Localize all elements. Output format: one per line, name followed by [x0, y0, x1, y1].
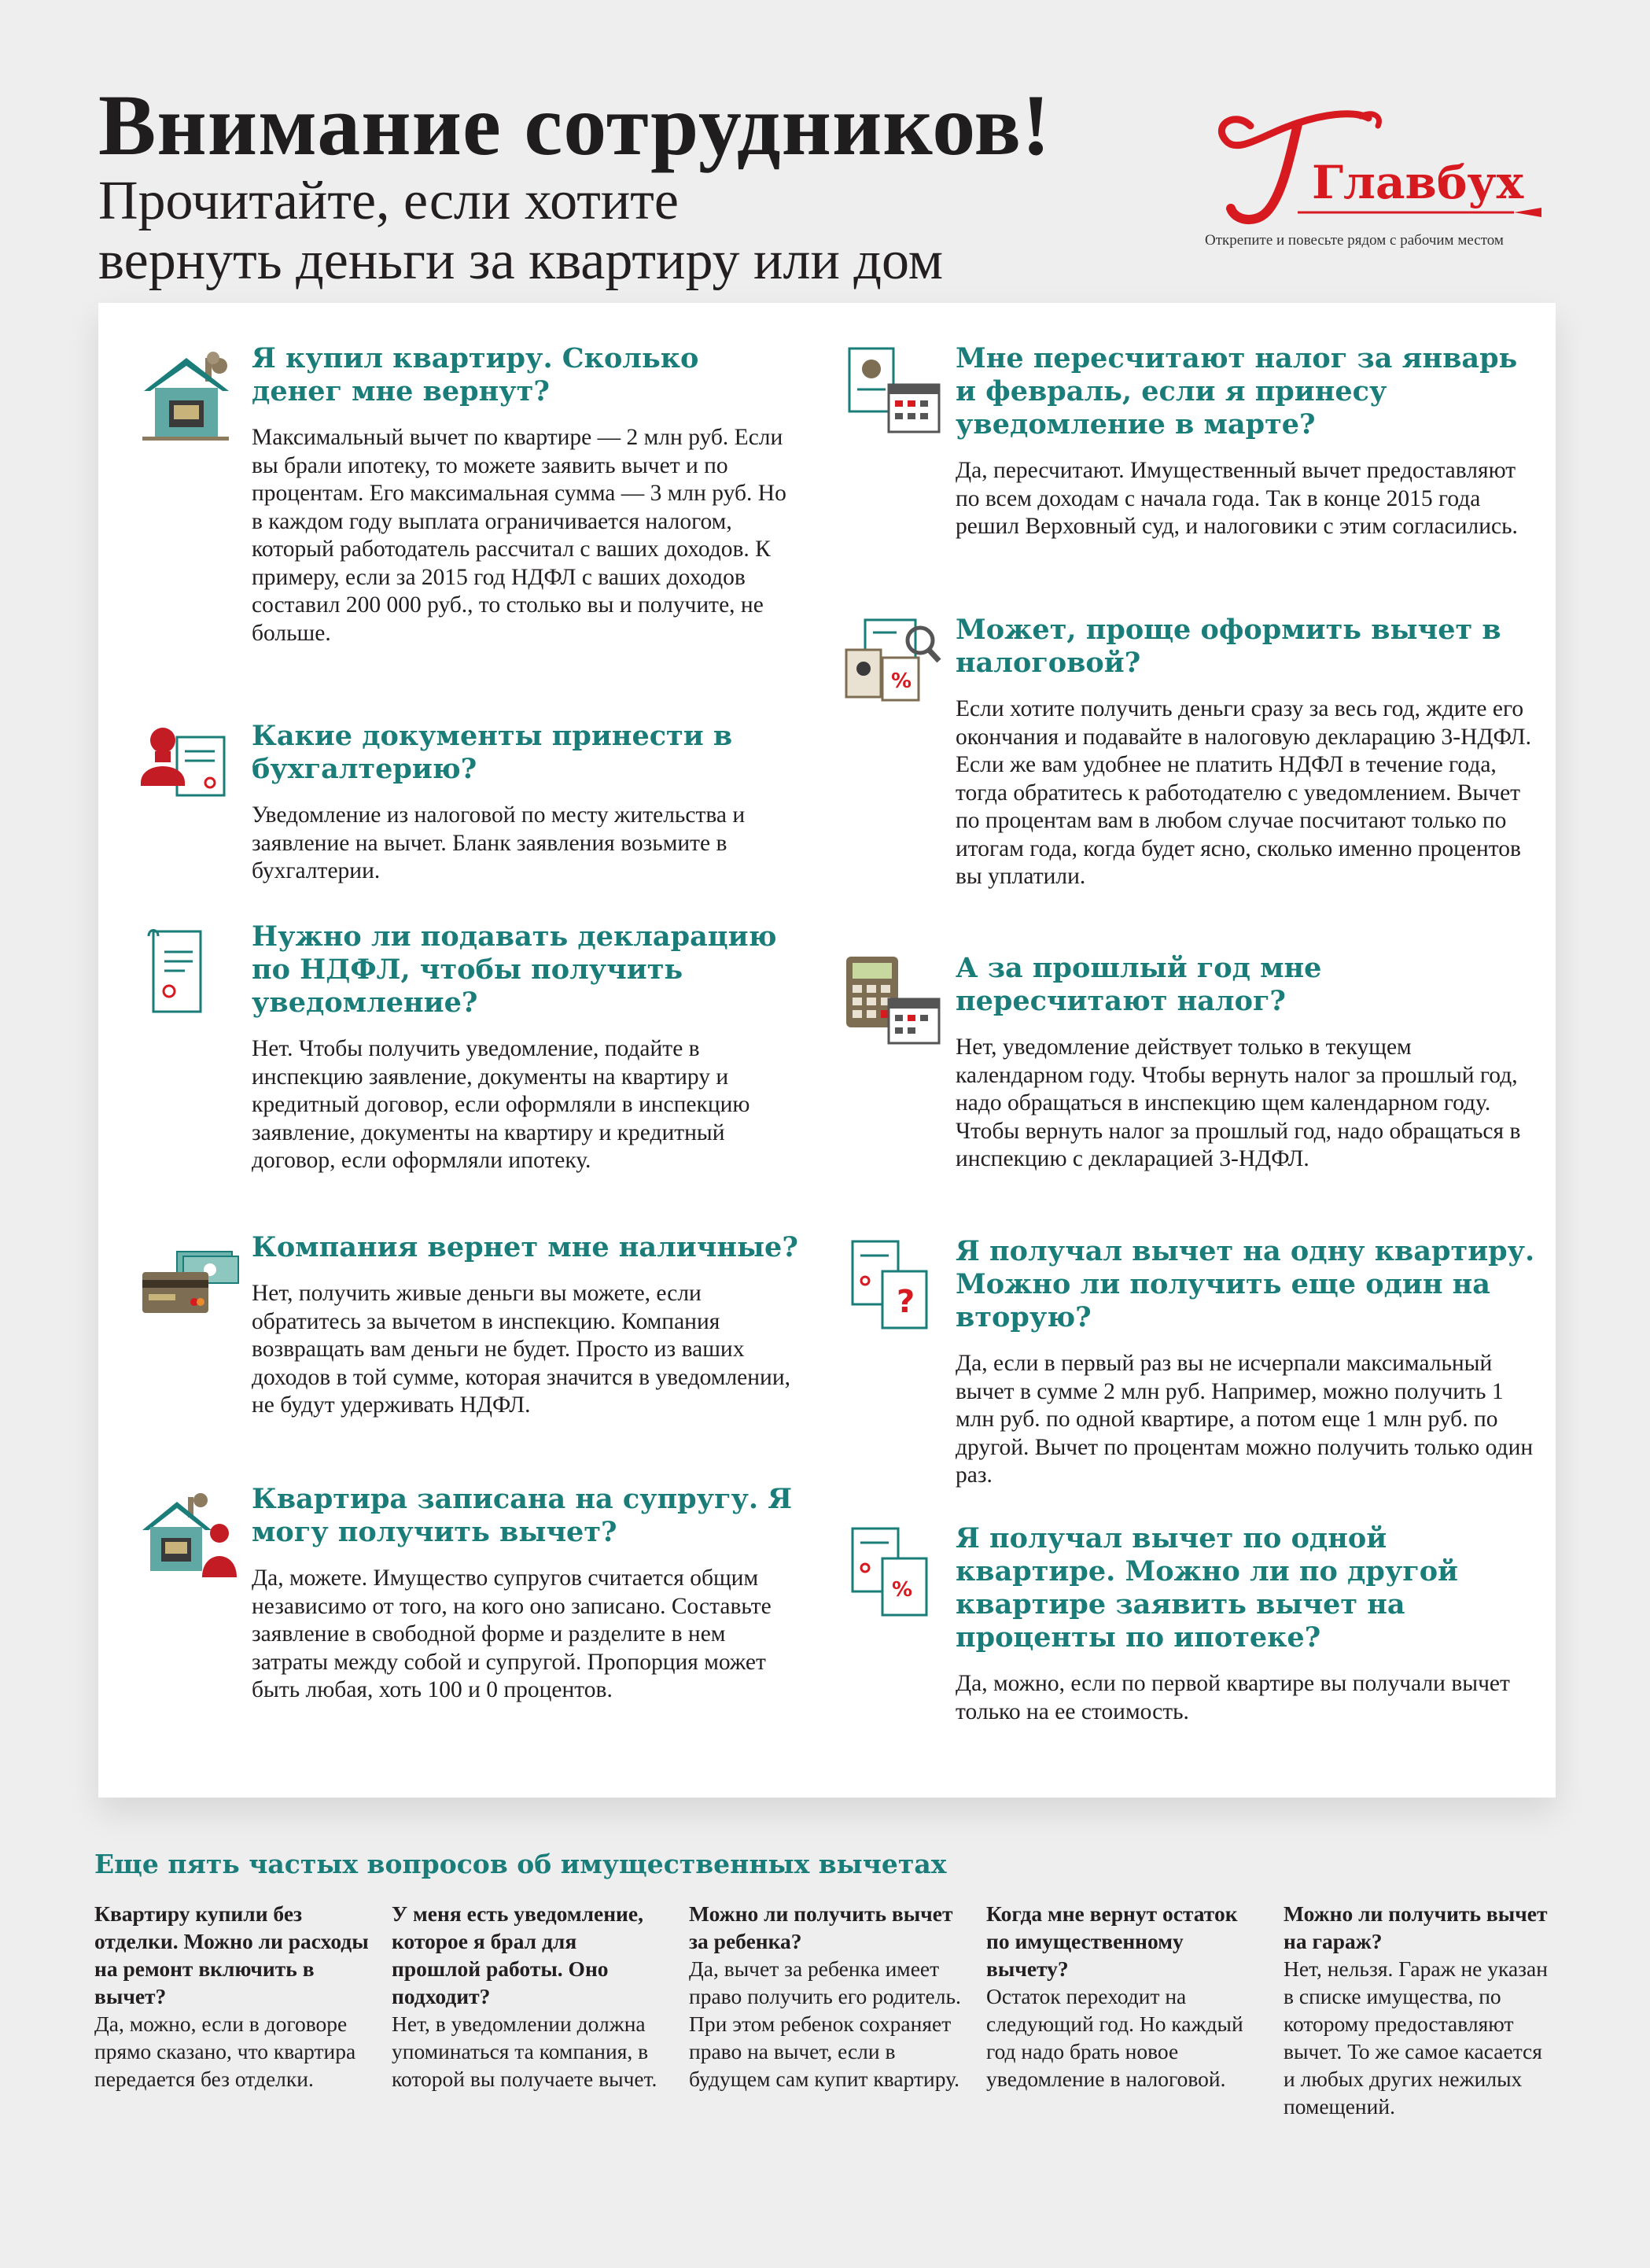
logo-text: Главбух: [1312, 156, 1524, 209]
tax-office-search-icon: [842, 614, 944, 716]
house-spouse-icon: [138, 1483, 240, 1585]
qa-question: Я купил квартиру. Сколько денег мне вернут?: [252, 342, 699, 408]
qa-answer: Нет, уведомление действует только в текущем календарном году. Чтобы вернуть налог за прошлый год, надо обращаться в инспекцию щем календарном году. Чтобы вернуть налог за прошлый год, надо обращаться в инспекцию с декларацией 3-НДФЛ.: [956, 1034, 1521, 1171]
document-icon: [138, 920, 240, 1023]
page-subtitle-line2: вернуть деньги за квартиру или дом: [98, 230, 943, 291]
house-icon: [138, 342, 240, 444]
money-card-icon: [138, 1231, 240, 1333]
qa-answer: Максимальный вычет по квартире — 2 млн руб. Если вы брали ипотеку, то можете заявить вычет и по процентам. Его максимальная сумма — 3 млн руб. Но в каждом году выплата ограничивается налогом, который работодатель рассчитал с ваших доходов. К примеру, если за 2015 год НДФЛ с ваших доходов составил 200 000 руб., то столько вы и получите, не больше.: [252, 425, 786, 646]
page-title: Внимание сотрудников!: [98, 77, 1052, 173]
qa-answer: Если хотите получить деньги сразу за весь год, ждите его окончания и подавайте в налоговую декларацию 3-НДФЛ. Если же вам удобнее не платить НДФЛ в течение года, тогда обратитесь к работодателю с уведомлением. Вычет по процентам вам в любом случае посчитают только по итогам года, когда будет ясно, сколько именно процентов вы уплатили.: [956, 696, 1531, 889]
logo-tagline: Открепите и повесьте рядом с рабочим местом: [1205, 232, 1504, 249]
qa-item: [138, 1483, 798, 1705]
document-percent-icon: [842, 1522, 944, 1624]
qa-question: Я получал вычет на одну квартиру. Можно ли получить еще один на вторую?: [956, 1235, 1535, 1333]
qa-question: Компания вернет мне наличные?: [252, 1231, 798, 1263]
qa-item: [842, 342, 1541, 541]
faq-question: Когда мне вернут остаток по имущественному вычету?: [986, 1901, 1238, 1981]
calculator-calendar-icon: [842, 952, 944, 1054]
qa-item: [138, 342, 798, 647]
faq-question: У меня есть уведомление, которое я брал для прошлой работы. Оно подходит?: [392, 1901, 643, 2008]
qa-answer: Уведомление из налоговой по месту жительства и заявление на вычет. Бланк заявления возьмите в бухгалтерии.: [252, 802, 746, 883]
glavbukh-logo: [1203, 94, 1549, 252]
qa-item: [842, 1235, 1541, 1490]
faq-item: [94, 1900, 370, 2093]
faq-item: [689, 1900, 964, 2093]
qa-answer: Нет, получить живые деньги вы можете, если обратитесь за вычетом в инспекцию. Компания возвращать вам деньги не будет. Просто из ваших доходов в той сумме, которая значится в уведомлении, не будут удерживать НДФЛ.: [252, 1281, 791, 1418]
page-subtitle-line1: Прочитайте, если хотите: [98, 171, 679, 231]
qa-item: [138, 1231, 798, 1420]
qa-answer: Нет. Чтобы получить уведомление, подайте в инспекцию заявление, документы на квартиру и кредитный договор, если оформляли в инспекцию заявление, документы на квартиру и кредитный договор, если оформляли ипотеку.: [252, 1036, 750, 1173]
qa-item: [138, 920, 798, 1175]
qa-item: [842, 952, 1541, 1174]
main-card: [98, 303, 1556, 1798]
faq-question: Можно ли получить вычет на гараж?: [1284, 1901, 1548, 1953]
faq-answer: Да, вычет за ребенка имеет право получить его родитель. При этом ребенок сохраняет право на вычет, если в будущем сам купит квартиру.: [689, 1956, 961, 2091]
person-documents-icon: [138, 720, 240, 822]
faq-item: [392, 1900, 667, 2093]
svg-text:%: %: [891, 669, 912, 693]
qa-item: [842, 614, 1541, 891]
qa-question: Может, проще оформить вычет в налоговой?: [956, 614, 1501, 679]
faq-item: [1284, 1900, 1559, 2120]
qa-question: Мне пересчитают налог за январь и февраль, если я принесу уведомление в марте?: [956, 342, 1518, 441]
faq-item: [986, 1900, 1261, 2093]
svg-text:?: ?: [897, 1284, 915, 1320]
svg-text:%: %: [892, 1578, 913, 1602]
qa-answer: Да, можете. Имущество супругов считается общим независимо от того, на кого оно записано. Составьте заявление в свободной форме и разделите в нем затраты между собой и супругой. Пропорция может быть любая, хоть 100 и 0 процентов.: [252, 1565, 772, 1702]
faq-answer: Нет, нельзя. Гараж не указан в списке имущества, по которому предоставляют вычет. То же самое касается и любых других нежилых помещений.: [1284, 1956, 1548, 2119]
tax-notice-calendar-icon: [842, 342, 944, 444]
qa-question: Какие документы принести в бухгалтерию?: [252, 720, 733, 785]
qa-item: [138, 720, 798, 886]
qa-question: Квартира записана на супругу. Я могу получить вычет?: [252, 1483, 793, 1548]
qa-answer: Да, пересчитают. Имущественный вычет предоставляют по всем доходам с начала года. Так в конце 2015 года решил Верховный суд, и налоговики с этим согласились.: [956, 458, 1518, 539]
qa-item: [842, 1522, 1541, 1726]
faq-answer: Остаток переходит на следующий год. Но каждый год надо брать новое уведомление в налоговой.: [986, 1984, 1243, 2091]
faq-question: Квартиру купили без отделки. Можно ли расходы на ремонт включить в вычет?: [94, 1901, 369, 2008]
header: [98, 79, 1199, 291]
qa-question: Я получал вычет по одной квартире. Можно ли по другой квартире заявить вычет на проценты по ипотеке?: [956, 1522, 1459, 1654]
faq-answer: Да, можно, если в договоре прямо сказано, что квартира передается без отделки.: [94, 2012, 356, 2091]
faq-question: Можно ли получить вычет за ребенка?: [689, 1901, 953, 1953]
qa-question: А за прошлый год мне пересчитают налог?: [956, 952, 1322, 1017]
bottom-section-title: Еще пять частых вопросов об имущественных вычетах: [94, 1849, 947, 1879]
document-question-icon: [842, 1235, 944, 1337]
faq-answer: Нет, в уведомлении должна упоминаться та компания, в которой вы получаете вычет.: [392, 2012, 657, 2091]
qa-answer: Да, если в первый раз вы не исчерпали максимальный вычет в сумме 2 млн руб. Например, можно получить 1 млн руб. по одной квартире, а потом еще 1 млн руб. по другой. Вычет по процентам можно получить только один раз.: [956, 1351, 1534, 1488]
qa-answer: Да, можно, если по первой квартире вы получали вычет только на ее стоимость.: [956, 1671, 1510, 1724]
qa-question: Нужно ли подавать декларацию по НДФЛ, чтобы получить уведомление?: [252, 920, 777, 1019]
